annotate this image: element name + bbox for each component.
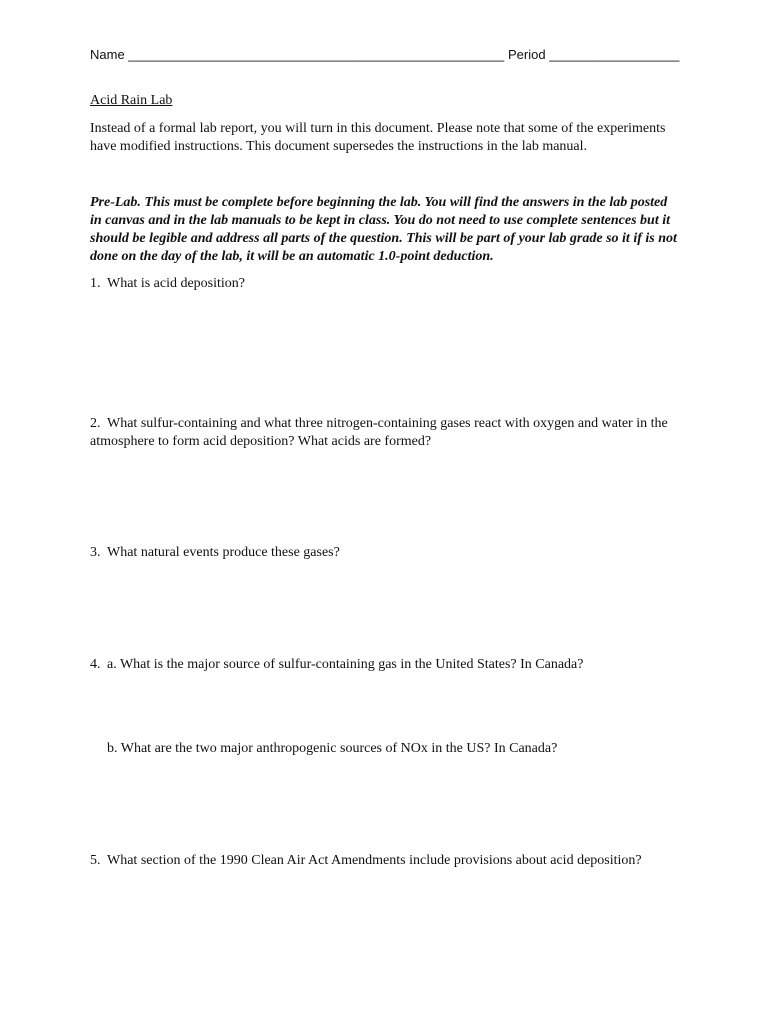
question-3 [90, 544, 682, 562]
question-number: 4. [90, 657, 101, 672]
question-4a [90, 656, 682, 674]
question-5 [90, 852, 682, 870]
question-text: What section of the 1990 Clean Air Act Amendments include provisions about acid deposition? [107, 853, 642, 868]
question-text: b. What are the two major anthropogenic sources of NOx in the US? In Canada? [107, 741, 558, 756]
question-number: 3. [90, 545, 101, 560]
question-text: What natural events produce these gases? [107, 545, 340, 560]
question-text: What sulfur-containing and what three nitrogen-containing gases react with oxygen and water in the atmosphere to form acid deposition? What acids are formed? [90, 416, 668, 449]
prelab-instructions: Pre-Lab. This must be complete before beginning the lab. You will find the answers in the lab posted in canvas and in the lab manuals to be kept in class. You do not need to use complete sentences but it should be legible and address all parts of the question. This will be part of your lab grade so it if is not done on the day of the lab, it will be an automatic 1.0-point deduction. [90, 195, 677, 264]
question-1 [90, 275, 682, 293]
question-number: 2. [90, 416, 101, 431]
question-2 [90, 415, 682, 451]
question-text: What is acid deposition? [107, 276, 246, 291]
name-field-label: Name ____________________________________________________ [90, 47, 505, 62]
question-text: a. What is the major source of sulfur-containing gas in the United States? In Canada? [107, 657, 584, 672]
header [90, 47, 690, 67]
intro-paragraph: Instead of a formal lab report, you will turn in this document. Please note that some of the experiments have modified instructions. This document supersedes the instructions in the lab manual. [90, 121, 666, 154]
question-4b [107, 740, 682, 758]
question-number: 5. [90, 853, 101, 868]
document-title: Acid Rain Lab [90, 93, 173, 108]
question-number: 1. [90, 276, 101, 291]
period-field-label: Period __________________ [508, 47, 680, 62]
